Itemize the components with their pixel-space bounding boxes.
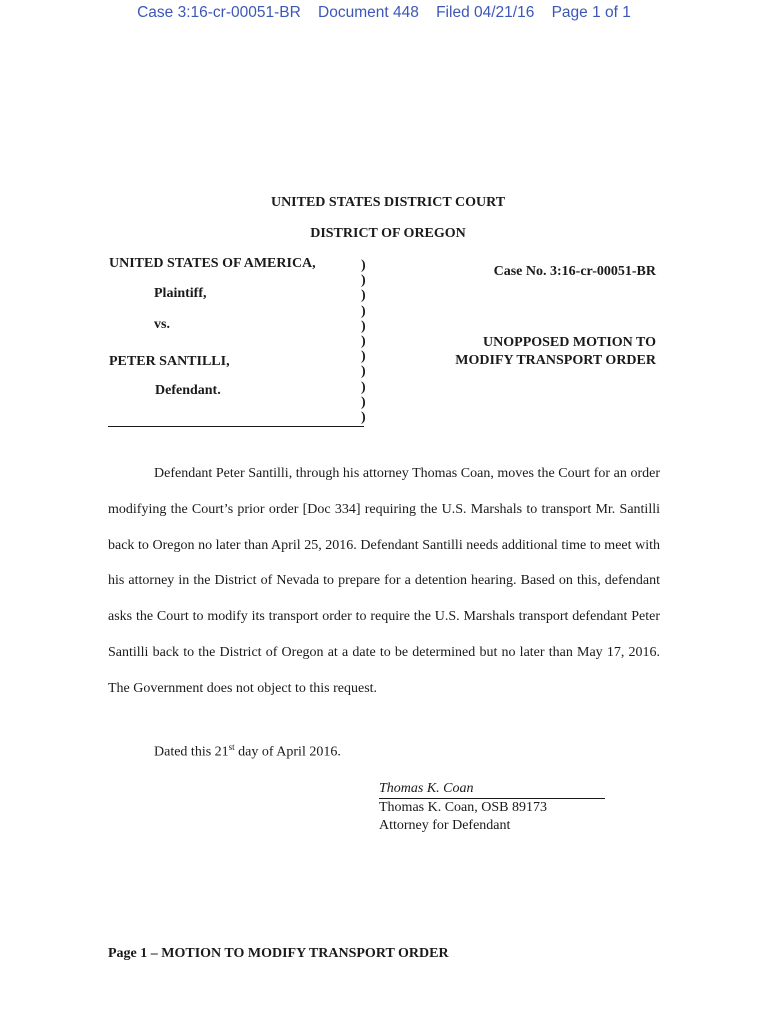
versus-label: vs. — [154, 317, 170, 332]
page-footer: Page 1 – MOTION TO MODIFY TRANSPORT ORDER — [108, 946, 449, 961]
motion-body-paragraph: Defendant Peter Santilli, through his attorney Thomas Coan, moves the Court for an order modifying the Court’s prior order [Doc 334] requiring the U.S. Marshals to transport Mr. Santilli back to Oregon no later than April 25, 2016. Defendant Santilli needs additional time to meet with his attorney in the District of Nevada to prepare for a detention hearing. Based on this, defendant asks the Court to modify its transport order to require the U.S. Marshals transport defendant Peter Santilli back to the District of Oregon at a date to be determined but no later than May 17, 2016. The Government does not object to this request. — [108, 466, 660, 696]
case-number: Case No. 3:16-cr-00051-BR — [493, 264, 656, 279]
motion-title-line2: MODIFY TRANSPORT ORDER — [455, 353, 656, 368]
caption-parentheses: ) ) ) ) ) ) ) ) ) ) ) — [361, 258, 366, 426]
attorney-role: Attorney for Defendant — [379, 818, 511, 833]
header-document: Document 448 — [318, 4, 419, 21]
plaintiff-role: Plaintiff, — [154, 286, 207, 301]
plaintiff-name: UNITED STATES OF AMERICA, — [109, 256, 316, 271]
dated-suffix: day of April 2016. — [234, 744, 341, 760]
header-filed: Filed 04/21/16 — [436, 4, 535, 21]
header-page: Page 1 of 1 — [551, 4, 631, 21]
defendant-name: PETER SANTILLI, — [109, 354, 230, 369]
header-case-number: Case 3:16-cr-00051-BR — [137, 4, 301, 21]
dated-prefix: Dated this 21 — [154, 744, 229, 760]
caption-divider — [108, 426, 364, 427]
motion-title-line1: UNOPPOSED MOTION TO — [483, 335, 656, 350]
dated-ordinal: st — [228, 742, 235, 752]
defendant-role: Defendant. — [155, 383, 221, 398]
dated-line — [154, 742, 341, 761]
signature-block — [379, 780, 605, 835]
court-name: UNITED STATES DISTRICT COURT — [270, 195, 506, 210]
signature: Thomas K. Coan — [379, 780, 605, 799]
attorney-name-osb: Thomas K. Coan, OSB 89173 — [379, 800, 547, 815]
court-district: DISTRICT OF OREGON — [310, 226, 466, 241]
ecf-header-stamp — [0, 4, 768, 22]
